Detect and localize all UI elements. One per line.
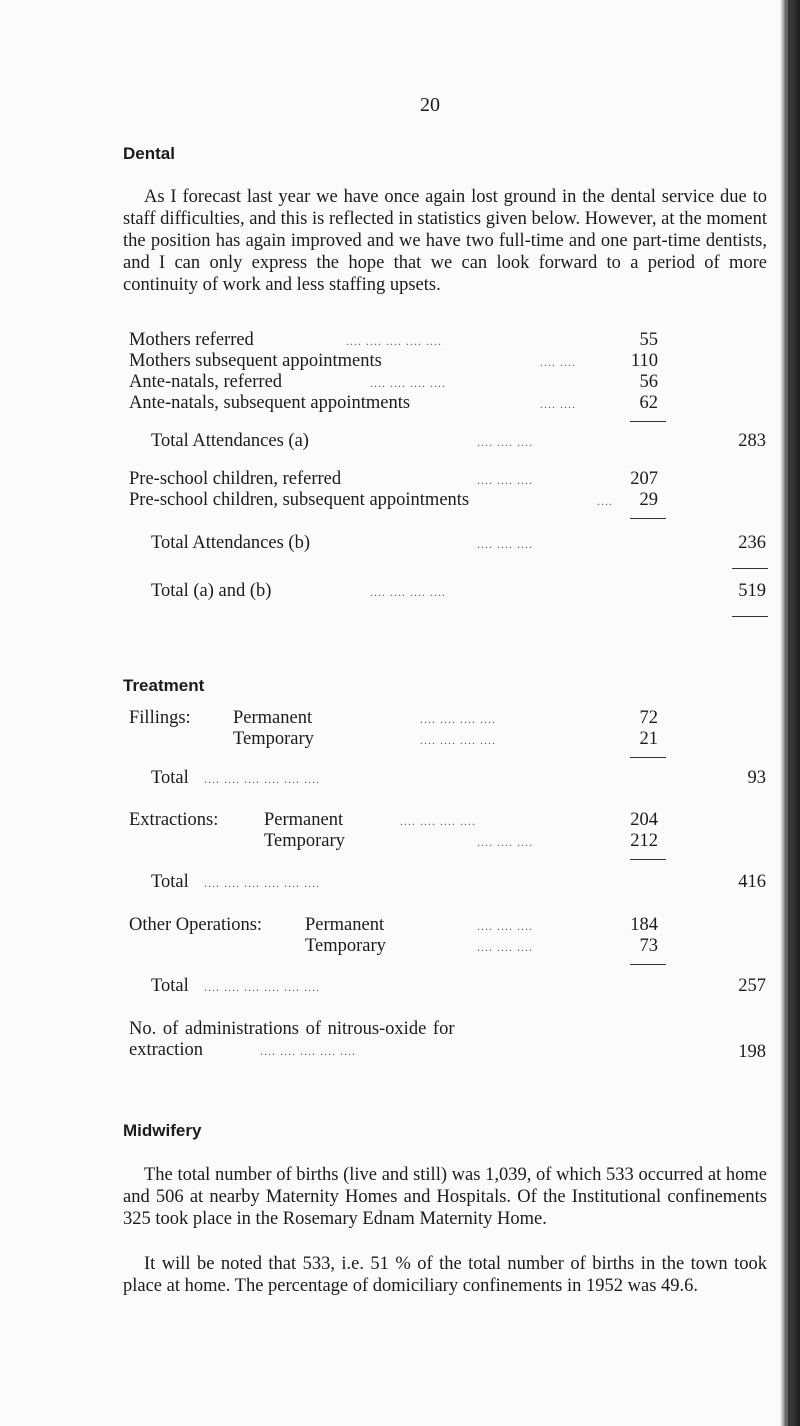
total-value: 283 <box>738 431 766 451</box>
page-number: 20 <box>420 94 440 116</box>
row-value: 55 <box>639 330 658 350</box>
dental-row-antenatal-subsequent <box>0 393 800 415</box>
total-label: Total Attendances (b) <box>151 533 310 553</box>
other-operations-total-row <box>0 976 800 998</box>
leader-dots: .... .... .... .... <box>370 376 446 390</box>
row-label: Extractions: <box>129 810 219 830</box>
fillings-total-row <box>0 768 800 790</box>
total-rule <box>732 568 768 569</box>
leader-dots: .... .... .... .... .... .... <box>204 772 320 786</box>
nitrous-oxide-row-2 <box>0 1040 800 1062</box>
row-label: Other Operations: <box>129 915 263 935</box>
extractions-permanent-row <box>0 810 800 832</box>
dental-total-ab <box>0 581 800 603</box>
leader-dots: .... .... .... .... .... <box>346 334 442 348</box>
row-sublabel: Permanent <box>305 915 385 935</box>
total-label: Total <box>151 872 189 892</box>
other-operations-permanent-row <box>0 915 800 937</box>
extractions-total-row <box>0 872 800 894</box>
leader-dots: .... .... .... <box>477 835 533 849</box>
dental-total-b <box>0 533 800 555</box>
row-value: 62 <box>639 393 658 413</box>
row-label: Ante-natals, subsequent appointments <box>129 393 411 413</box>
row-label: Pre-school children, subsequent appointments <box>129 490 470 510</box>
dental-total-a <box>0 431 800 453</box>
row-value: 73 <box>639 936 658 956</box>
row-label: Mothers subsequent appointments <box>129 351 382 371</box>
row-label: extraction <box>129 1040 203 1060</box>
midwifery-paragraph-2 <box>123 1253 767 1297</box>
row-label: No. of administrations of nitrous-oxide for <box>129 1019 455 1039</box>
fillings-temporary-row <box>0 729 800 751</box>
total-value: 257 <box>738 976 766 996</box>
row-value: 207 <box>630 469 658 489</box>
leader-dots: .... .... .... .... .... .... <box>204 876 320 890</box>
subtotal-rule <box>630 757 666 758</box>
treatment-heading: Treatment <box>123 676 205 695</box>
dental-row-antenatal-referred <box>0 372 800 394</box>
leader-dots: .... <box>597 494 613 508</box>
subtotal-rule <box>630 518 666 519</box>
midwifery-paragraph-2-text: It will be noted that 533, i.e. 51 % of the total number of births in the town took place at home. The percentage of domiciliary confinements in 1952 was 49.6. <box>123 1254 767 1296</box>
dental-row-mothers-subsequent <box>0 351 800 373</box>
leader-dots: .... .... .... .... .... .... <box>204 980 320 994</box>
row-value: 29 <box>639 490 658 510</box>
row-value: 204 <box>630 810 658 830</box>
row-value: 212 <box>630 831 658 851</box>
leader-dots: .... .... .... <box>477 473 533 487</box>
total-rule <box>732 616 768 617</box>
leader-dots: .... .... <box>540 397 576 411</box>
row-value: 56 <box>639 372 658 392</box>
leader-dots: .... .... .... <box>477 919 533 933</box>
row-value: 21 <box>639 729 658 749</box>
total-value: 236 <box>738 533 766 553</box>
total-label: Total Attendances (a) <box>151 431 309 451</box>
total-label: Total <box>151 976 189 996</box>
subtotal-rule <box>630 964 666 965</box>
leader-dots: .... .... .... .... .... <box>260 1044 356 1058</box>
total-value: 416 <box>738 872 766 892</box>
dental-row-preschool-referred <box>0 469 800 491</box>
subtotal-rule <box>630 421 666 422</box>
subtotal-rule <box>630 859 666 860</box>
row-label: Fillings: <box>129 708 191 728</box>
row-label: Mothers referred <box>129 330 254 350</box>
row-sublabel: Permanent <box>264 810 344 830</box>
dental-heading: Dental <box>123 144 175 163</box>
total-label: Total <box>151 768 189 788</box>
leader-dots: .... .... .... <box>477 537 533 551</box>
extractions-temporary-row <box>0 831 800 853</box>
row-value: 72 <box>639 708 658 728</box>
midwifery-paragraph-1-text: The total number of births (live and still) was 1,039, of which 533 occurred at home and 506 at nearby Maternity Homes and Hospitals. Of the Institutional confinements 325 took place in the Rosemary Ednam Maternity Home. <box>123 1165 767 1229</box>
dental-row-mothers-referred <box>0 330 800 352</box>
row-sublabel: Temporary <box>233 729 314 749</box>
total-value: 93 <box>747 768 766 788</box>
row-value: 110 <box>630 351 658 371</box>
dental-paragraph <box>123 186 767 296</box>
row-label: Ante-natals, referred <box>129 372 283 392</box>
leader-dots: .... .... .... <box>477 435 533 449</box>
leader-dots: .... .... <box>540 355 576 369</box>
row-value: 184 <box>630 915 658 935</box>
other-operations-temporary-row <box>0 936 800 958</box>
total-label: Total (a) and (b) <box>151 581 272 601</box>
dental-paragraph-text: As I forecast last year we have once again lost ground in the dental service due to staff difficulties, and this is reflected in statistics given below. However, at the moment the position has again improved and we have two full-time and one part-time dentists, and I can only express the hope that we can look forward to a period of more continuity of work and less staffing upsets. <box>123 187 767 295</box>
row-sublabel: Temporary <box>264 831 345 851</box>
total-value: 519 <box>738 581 766 601</box>
leader-dots: .... .... .... .... <box>420 733 496 747</box>
nitrous-oxide-row-1 <box>0 1019 800 1041</box>
leader-dots: .... .... .... <box>477 940 533 954</box>
row-sublabel: Permanent <box>233 708 313 728</box>
leader-dots: .... .... .... .... <box>420 712 496 726</box>
row-label: Pre-school children, referred <box>129 469 342 489</box>
midwifery-paragraph-1 <box>123 1164 767 1230</box>
fillings-permanent-row <box>0 708 800 730</box>
leader-dots: .... .... .... .... <box>400 814 476 828</box>
leader-dots: .... .... .... .... <box>370 585 446 599</box>
dental-row-preschool-subsequent <box>0 490 800 512</box>
midwifery-heading: Midwifery <box>123 1121 202 1140</box>
row-sublabel: Temporary <box>305 936 386 956</box>
total-value: 198 <box>738 1042 766 1062</box>
